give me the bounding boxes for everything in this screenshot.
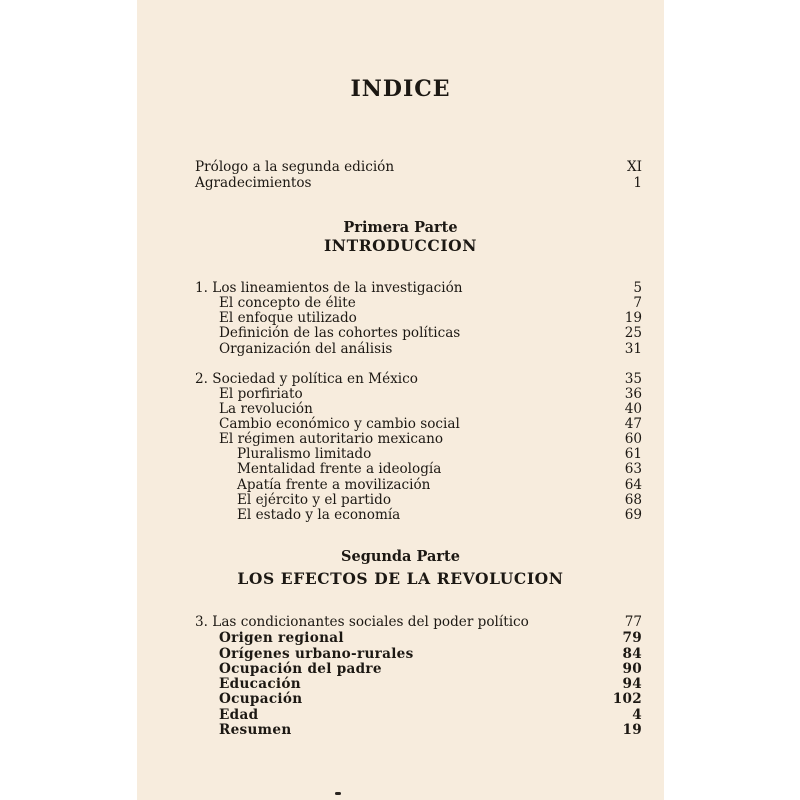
toc-entry-text: Resumen bbox=[219, 722, 292, 738]
toc-entry-text: 1. Los lineamientos de la investigación bbox=[195, 280, 463, 296]
toc-entry-text: Ocupación bbox=[219, 691, 303, 707]
subsection-entry bbox=[237, 507, 642, 523]
toc-entry-page: 1 bbox=[633, 175, 642, 191]
toc-entry-page: 25 bbox=[624, 325, 642, 341]
subsection-entry bbox=[237, 477, 642, 493]
section-entry bbox=[219, 630, 642, 646]
toc-entry-page: 61 bbox=[624, 446, 642, 462]
toc-entry-page: 68 bbox=[624, 492, 642, 508]
part-heading: Primera Parte bbox=[343, 219, 458, 236]
toc-entry-text: Organización del análisis bbox=[219, 341, 393, 357]
toc-entry-text: Prólogo a la segunda edición bbox=[195, 159, 395, 175]
section-entry bbox=[219, 661, 642, 677]
toc-entry-page: 4 bbox=[632, 707, 642, 723]
toc-entry-text: Educación bbox=[219, 676, 301, 692]
toc-entry-text: 3. Las condicionantes sociales del poder político bbox=[195, 614, 529, 630]
section-entry bbox=[219, 691, 642, 707]
part-title: INTRODUCCION bbox=[323, 236, 478, 255]
section-entry bbox=[219, 707, 642, 723]
page-title: INDICE bbox=[350, 76, 451, 102]
toc-entry-text: Definición de las cohortes políticas bbox=[219, 325, 461, 341]
section-entry bbox=[219, 325, 642, 341]
section-entry bbox=[219, 295, 642, 311]
section-entry bbox=[219, 310, 642, 326]
toc-entry-page: 60 bbox=[624, 431, 642, 447]
toc-entry-page: 64 bbox=[624, 477, 642, 493]
section-entry bbox=[219, 416, 642, 432]
toc-entry-text: Mentalidad frente a ideología bbox=[237, 461, 442, 477]
toc-entry-text: El régimen autoritario mexicano bbox=[219, 431, 444, 447]
chapter-entry bbox=[195, 614, 642, 630]
toc-entry-text: El enfoque utilizado bbox=[219, 310, 357, 326]
toc-entry-page: 36 bbox=[624, 386, 642, 402]
toc-entry-text: El ejército y el partido bbox=[237, 492, 392, 508]
chapter-entry bbox=[195, 280, 642, 296]
toc-entry-page: 94 bbox=[622, 676, 642, 692]
toc-entry-page: 63 bbox=[624, 461, 642, 477]
toc-entry-page: 102 bbox=[612, 691, 642, 707]
toc-entry-page: XI bbox=[626, 159, 642, 175]
subsection-entry bbox=[237, 446, 642, 462]
toc-entry-page: 35 bbox=[624, 371, 642, 387]
toc-entry-page: 77 bbox=[624, 614, 642, 630]
printing-mark bbox=[335, 792, 341, 795]
part-title: LOS EFECTOS DE LA REVOLUCION bbox=[237, 569, 564, 588]
section-entry bbox=[219, 401, 642, 417]
toc-entry-page: 7 bbox=[633, 295, 642, 311]
section-entry bbox=[219, 341, 642, 357]
toc-entry-text: El estado y la economía bbox=[237, 507, 401, 523]
section-entry bbox=[219, 676, 642, 692]
book-page bbox=[137, 0, 664, 800]
toc-entry-page: 79 bbox=[622, 630, 642, 646]
subsection-entry bbox=[237, 492, 642, 508]
toc-entry-page: 40 bbox=[624, 401, 642, 417]
subsection-entry bbox=[237, 461, 642, 477]
toc-entry-text: Agradecimientos bbox=[195, 175, 312, 191]
toc-entry-text: Ocupación del padre bbox=[219, 661, 382, 677]
section-entry bbox=[219, 646, 642, 662]
section-entry bbox=[219, 722, 642, 738]
toc-entry-page: 69 bbox=[624, 507, 642, 523]
toc-entry-text: Origen regional bbox=[219, 630, 344, 646]
toc-entry-text: Edad bbox=[219, 707, 259, 723]
toc-entry-page: 19 bbox=[624, 310, 642, 326]
toc-entry-page: 31 bbox=[624, 341, 642, 357]
toc-entry-page: 84 bbox=[622, 646, 642, 662]
toc-entry-text: 2. Sociedad y política en México bbox=[195, 371, 418, 387]
section-entry bbox=[219, 386, 642, 402]
section-entry bbox=[219, 431, 642, 447]
toc-entry-text: Apatía frente a movilización bbox=[237, 477, 431, 493]
toc-entry-page: 47 bbox=[624, 416, 642, 432]
toc-entry-prologo bbox=[195, 159, 642, 175]
part-heading: Segunda Parte bbox=[341, 548, 460, 565]
toc-entry-text: El concepto de élite bbox=[219, 295, 356, 311]
toc-entry-page: 90 bbox=[622, 661, 642, 677]
toc-entry-page: 5 bbox=[633, 280, 642, 296]
toc-entry-text: Pluralismo limitado bbox=[237, 446, 372, 462]
toc-entry-page: 19 bbox=[622, 722, 642, 738]
toc-entry-agradecimientos bbox=[195, 175, 642, 191]
toc-entry-text: Cambio económico y cambio social bbox=[219, 416, 460, 432]
chapter-entry bbox=[195, 371, 642, 387]
toc-entry-text: La revolución bbox=[219, 401, 313, 417]
toc-entry-text: El porfiriato bbox=[219, 386, 303, 402]
toc-entry-text: Orígenes urbano-rurales bbox=[219, 646, 414, 662]
